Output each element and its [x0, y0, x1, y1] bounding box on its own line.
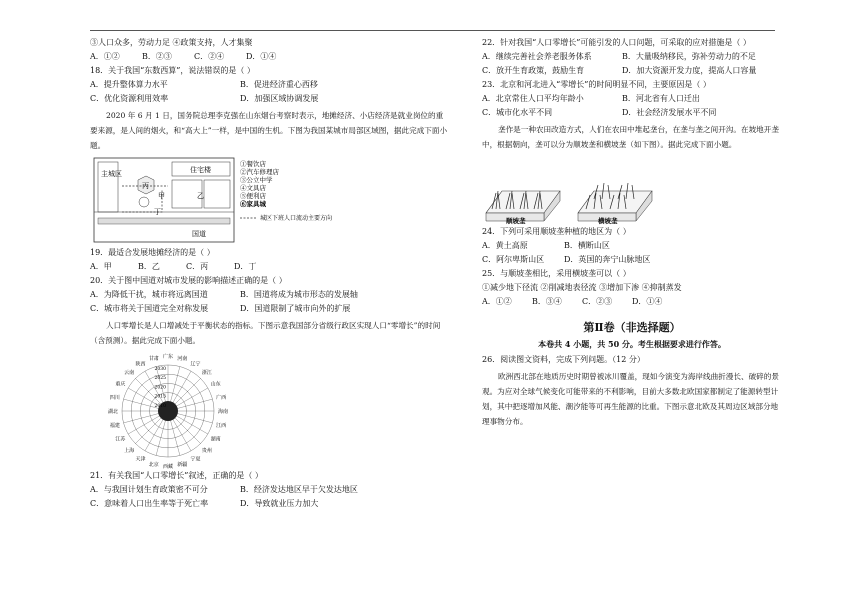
q24-option-b: B．横断山区 [564, 241, 610, 250]
passage-zero-growth: 人口零增长是人口增减处于平衡状态的指标。下图示意我国部分省级行政区实现人口“零增长”的时间（含预测）。据此完成下面小题。 [90, 321, 441, 345]
q18-options-cd [90, 92, 448, 106]
q19-option-c: C．丙 [186, 262, 209, 271]
radar-province-label: 贵州 [201, 447, 212, 454]
section-ii-title: 第Ⅱ卷（非选择题） [583, 321, 681, 334]
legend-item-1: ②汽车修理店 [240, 168, 279, 176]
q21-option-a: A．与我国计划生育政策密不可分 [90, 485, 208, 494]
q17-options [90, 50, 448, 64]
radar-province-label: 上海 [124, 447, 135, 454]
radar-province-label: 辽宁 [190, 361, 201, 368]
radar-province-label: 广西 [216, 394, 227, 401]
radar-province-label: 四川 [109, 394, 120, 401]
q17-option-b: B．②③ [142, 52, 172, 61]
downslope-ridge-label: 顺坡垄 [506, 217, 526, 225]
q21-option-b: B．经济发达地区早于欠发达地区 [240, 485, 358, 494]
q22-option-c: C．放开生育政策，鼓励生育 [482, 66, 585, 75]
radar-province-label: 北京 [148, 462, 159, 469]
radar-province-label: 云南 [124, 370, 135, 377]
q20-stem: 20．关于图中国道对城市发展的影响描述正确的是（ ） [90, 276, 287, 285]
q18-option-c: C．优化资源利用效率 [90, 94, 169, 103]
q23-options-ab [482, 92, 782, 106]
radar-province-label: 宁夏 [190, 456, 201, 463]
radar-province-label: 天津 [135, 456, 146, 463]
q19-option-b: B．乙 [138, 262, 160, 271]
q20-option-a: A．为降低干扰，城市将远离国道 [90, 290, 208, 299]
radar-province-label: 海南 [217, 409, 229, 415]
q24-options-ab [482, 239, 782, 253]
right-column [482, 36, 782, 432]
q23-stem: 23．北京和河北进入“零增长”的时间明显不同，主要原因是（ ） [482, 80, 711, 89]
q24-option-c: C．阿尔卑斯山区 [482, 255, 545, 264]
map-label-bing: 丙 [142, 182, 149, 190]
q20-options-cd [90, 302, 448, 316]
q24-stem: 24．下列可采用顺坡垄种植的地区为（ ） [482, 227, 631, 236]
radar-province-label: 甘肃 [148, 355, 159, 362]
q22-options-cd [482, 64, 782, 78]
q25-statements: ①减少地下径流 ②削减地表径流 ③增加下渗 ④抑制蒸发 [482, 283, 682, 292]
q26-stem: 26．阅读图文资料，完成下列问题。（12 分） [482, 355, 645, 364]
q20-option-b: B．国道将成为城市形态的发展轴 [240, 290, 358, 299]
radar-province-label: 重庆 [115, 381, 126, 388]
q23-options-cd [482, 106, 782, 120]
city-map-figure [92, 156, 333, 246]
section-ii-instructions: 本卷共 4 小题，共 50 分。考生根据要求进行作答。 [538, 339, 726, 349]
radar-province-label: 湖南 [210, 436, 221, 443]
radar-province-label: 山东 [210, 381, 221, 388]
map-main-city-label: 主城区 [101, 170, 122, 178]
q24-option-d: D．英国的奔宁山脉地区 [564, 255, 651, 264]
q25-option-b: B．③④ [532, 297, 562, 306]
radar-province-label: 河南 [177, 355, 188, 362]
map-label-jia: 甲 [158, 192, 165, 200]
q24-option-a: A．黄土高原 [482, 241, 528, 250]
q20-option-d: D．国道限制了城市向外的扩展 [240, 304, 351, 313]
radar-year-label: 2020 [154, 385, 166, 391]
q22-options-ab [482, 50, 782, 64]
q20-options-ab [90, 288, 448, 302]
left-column [90, 36, 448, 511]
q25-option-a: A．①② [482, 297, 512, 306]
legend-item-4: ⑤便利店 [240, 192, 266, 200]
q19-stem: 19．最适合发展地摊经济的是（ ） [90, 248, 215, 257]
radar-province-label: 江苏 [115, 436, 126, 443]
radar-province-label: 广东 [162, 354, 174, 360]
radar-year-label: 2015 [154, 394, 166, 400]
map-legend [240, 159, 332, 222]
header-rule [90, 30, 775, 31]
radar-province-label: 江西 [216, 423, 227, 430]
q25-option-c: C．②③ [582, 297, 613, 306]
q17-option-c: C．②④ [194, 52, 225, 61]
radar-province-label: 陕西 [135, 361, 146, 368]
legend-item-3: ④文具店 [240, 184, 266, 192]
q25-options [482, 295, 782, 309]
cross-slope-ridge-diagram [578, 183, 652, 221]
ridge-farming-figure [482, 155, 662, 225]
q17-option-a: A．①② [90, 52, 120, 61]
q18-options-ab [90, 78, 448, 92]
radar-year-label: 2025 [154, 376, 166, 382]
q22-stem: 22．针对我国“人口零增长”可能引发的人口问题，可采取的应对措施是（ ） [482, 38, 751, 47]
q21-options-cd [90, 497, 448, 511]
q18-option-a: A．提升整体算力水平 [90, 80, 168, 89]
passage-ridge-farming: 垄作是一种农田改造方式，人们在农田中堆起垄台，在垄与垄之间开沟。在坡地开垄中，根据朝向，垄可以分为顺坡垄和横坡垄（如下图）。据此完成下面小题。 [482, 125, 779, 149]
cross-slope-ridge-label: 横坡垄 [598, 217, 618, 225]
q23-option-a: A．北京常住人口平均年龄小 [482, 94, 584, 103]
q21-option-c: C．意味着人口出生率等于死亡率 [90, 499, 209, 508]
radar-province-label: 新疆 [177, 462, 188, 469]
radar-province-label: 湖北 [107, 409, 119, 415]
q19-option-a: A．甲 [90, 262, 112, 271]
q25-option-d: D．①④ [632, 297, 663, 306]
radar-zero-growth-figure [98, 351, 238, 469]
q19-options [90, 260, 448, 274]
q21-options-ab [90, 483, 448, 497]
q18-stem: 18．关于我国“东数西算”，说法错误的是（ ） [90, 66, 255, 75]
map-label-yi: 乙 [197, 192, 204, 200]
q18-option-d: D．加强区域协调发展 [240, 94, 319, 103]
passage-northern-europe: 欧洲西北部在地质历史时期曾被冰川覆盖，现如今演变为海岸线曲折漫长、破碎的景观。为应对全球气候变化可能带来的不利影响，目前大多数北欧国家都制定了能源转型计划，其中把逐增加风能、潮汐能等可再生能源的比重。下图示意北欧及其周边区域部分地理事物分布。 [482, 372, 779, 426]
q25-stem: 25．与顺坡垄相比，采用横坡垄可以（ ） [482, 269, 631, 278]
radar-year-label: 2030 [154, 367, 166, 372]
q17-option-d: D．①④ [246, 52, 277, 61]
q24-options-cd [482, 253, 782, 267]
radar-province-label: 浙江 [201, 370, 212, 377]
legend-item-0: ①餐饮店 [240, 160, 266, 168]
legend-flow-note: 城区下班人口流动主要方向 [260, 215, 333, 222]
q22-option-a: A．继续完善社会养老服务体系 [482, 52, 592, 61]
q21-stem: 21．有关我国“人口零增长”叙述，正确的是（ ） [90, 471, 263, 480]
q22-option-d: D．加大资源开发力度，提高人口容量 [622, 66, 757, 75]
map-label-ding: 丁 [154, 208, 161, 216]
q18-option-b: B．促进经济重心西移 [240, 80, 318, 89]
q19-option-d: D．丁 [234, 262, 257, 271]
radar-province-label: 福建 [109, 423, 120, 430]
legend-item-2: ③公立中学 [240, 176, 273, 184]
radar-year-label: 2010 [154, 403, 166, 409]
passage-street-economy: 2020 年 6 月 1 日，国务院总理李克强在山东烟台考察时表示，地摊经济、小店经济是就业岗位的重要来源，是人间的烟火，和“高大上”一样，是中国的生机。下图为我国某城市局部区域图，据此完成下面小题。 [90, 111, 448, 150]
radar-province-label: 西藏 [162, 464, 174, 470]
q23-option-c: C．城市化水平不同 [482, 108, 553, 117]
q17-option-line: ③人口众多，劳动力足 ④政策支持，人才集聚 [90, 38, 253, 47]
q23-option-b: B．河北省有人口迁出 [622, 94, 700, 103]
q22-option-b: B．大量吸纳移民，弥补劳动力的不足 [622, 52, 756, 61]
q21-option-d: D．导致就业压力加大 [240, 499, 319, 508]
q20-option-c: C．城市将关于国道完全对称发展 [90, 304, 209, 313]
map-residence-label: 住宅楼 [190, 166, 211, 174]
map-road-label: 国道 [192, 230, 206, 238]
q23-option-d: D．社会经济发展水平不同 [622, 108, 717, 117]
legend-item-5: ⑥家具城 [240, 200, 266, 208]
